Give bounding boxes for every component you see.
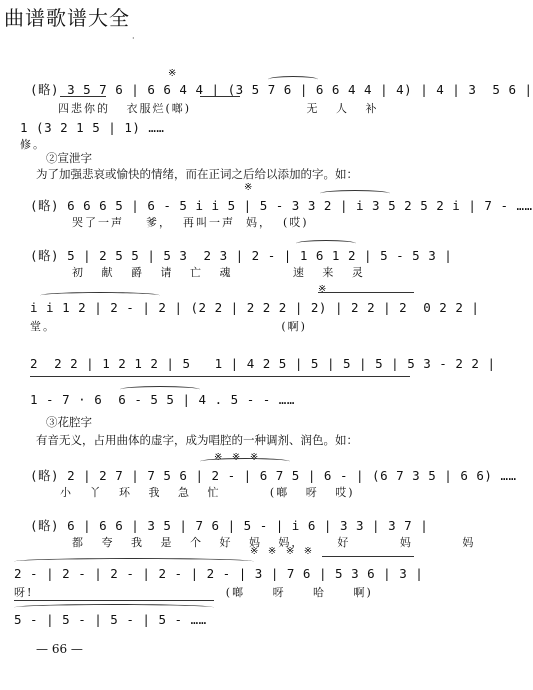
line5-lyrics: 堂。 (啊) <box>30 320 307 333</box>
line3-lyrics: 哭了一声 爹， 再叫一声 妈， (哎) <box>72 216 309 229</box>
site-header-title: 曲谱歌谱大全 <box>4 6 130 30</box>
line3-marks: ※ <box>244 182 253 193</box>
underline <box>60 96 106 97</box>
line5-notes: i i 1 2 | 2 - | 2 | (2 2 | 2 2 2 | 2) | 2 2 | 2 0 2 2 | <box>30 300 480 315</box>
line5-marks: ※ <box>318 284 327 295</box>
line2-notes: 1 (3 2 1 5 | 1) …… <box>20 120 165 135</box>
line3-notes: (略) 6 6 6 5 | 6 - 5 i i 5 | 5 - 3 3 2 | i 3 5 2 5 2 i | 7 - …… <box>30 198 533 213</box>
line8-notes: (略) 2 | 2 7 | 7 5 6 | 2 - | 6 7 5 | 6 - | (6 7 3 5 | 6 6) …… <box>30 468 517 483</box>
line10-lyrics: 呀! (啷 呀 哈 啊) <box>14 586 373 599</box>
dot-mark: · <box>132 34 135 43</box>
line7-notes: 1 - 7 · 6 6 - 5 5 | 4 . 5 - - …… <box>30 392 295 407</box>
slur <box>200 458 290 465</box>
slur <box>320 190 390 197</box>
line1-marks: ※ <box>168 68 177 79</box>
line8-lyrics: 小 丫 环 我 急 忙 (啷 呀 哎) <box>60 486 355 499</box>
section2-title: ②宣泄字 <box>46 151 92 165</box>
slur <box>120 386 200 393</box>
slur <box>268 76 318 83</box>
line2-lyrics: 修。 <box>20 138 46 151</box>
line10-marks: ※ ※ ※ ※ <box>250 546 313 557</box>
line9-notes: (略) 6 | 6 6 | 3 5 | 7 6 | 5 - | i 6 | 3 3 | 3 7 | <box>30 518 429 533</box>
line10-notes: 2 - | 2 - | 2 - | 2 - | 2 - | 3 | 7 6 | 5 3 6 | 3 | <box>14 566 424 581</box>
tie-line <box>30 376 410 377</box>
line6-notes: 2 2 2 | 1 2 1 2 | 5 1 | 4 2 5 | 5 | 5 | 5 | 5 3 - 2 2 | <box>30 356 496 371</box>
line4-lyrics: 初 献 爵 请 亡 魂 速 来 灵 <box>72 266 365 279</box>
page-number: — 66 — <box>36 642 83 656</box>
slur <box>40 292 160 299</box>
line11-notes: 5 - | 5 - | 5 - | 5 - …… <box>14 612 207 627</box>
line4-notes: (略) 5 | 2 5 5 | 5 3 2 3 | 2 - | 1 6 1 2 | 5 - 5 3 | <box>30 248 453 263</box>
section3-desc: 有音无义，占用曲体的虚字，成为唱腔的一种调剂、润色。如： <box>36 433 358 447</box>
underline <box>200 96 240 97</box>
line1-notes: (略) 3 5 7 6 | 6 6 4 4 | (3 5 7 6 | 6 6 4 4 | 4) | 4 | 3 5 6 | <box>30 82 533 97</box>
overline <box>318 292 414 293</box>
section2-desc: 为了加强悲哀或愉快的情绪，而在正词之后给以添加的字。如： <box>36 167 358 181</box>
section3-title: ③花腔字 <box>46 415 92 429</box>
line9-lyrics: 都 夸 我 是 个 好 妈 妈， 好 妈 妈 <box>72 536 476 549</box>
slur <box>14 604 214 611</box>
tie-line <box>14 600 214 601</box>
overline <box>322 556 414 557</box>
slur <box>14 558 254 565</box>
slur <box>296 240 356 247</box>
line1-lyrics: 四悲你的 衣服烂(啷) 无 人 补 <box>58 102 379 115</box>
line8-marks: ※ ※ ※ <box>214 452 259 463</box>
